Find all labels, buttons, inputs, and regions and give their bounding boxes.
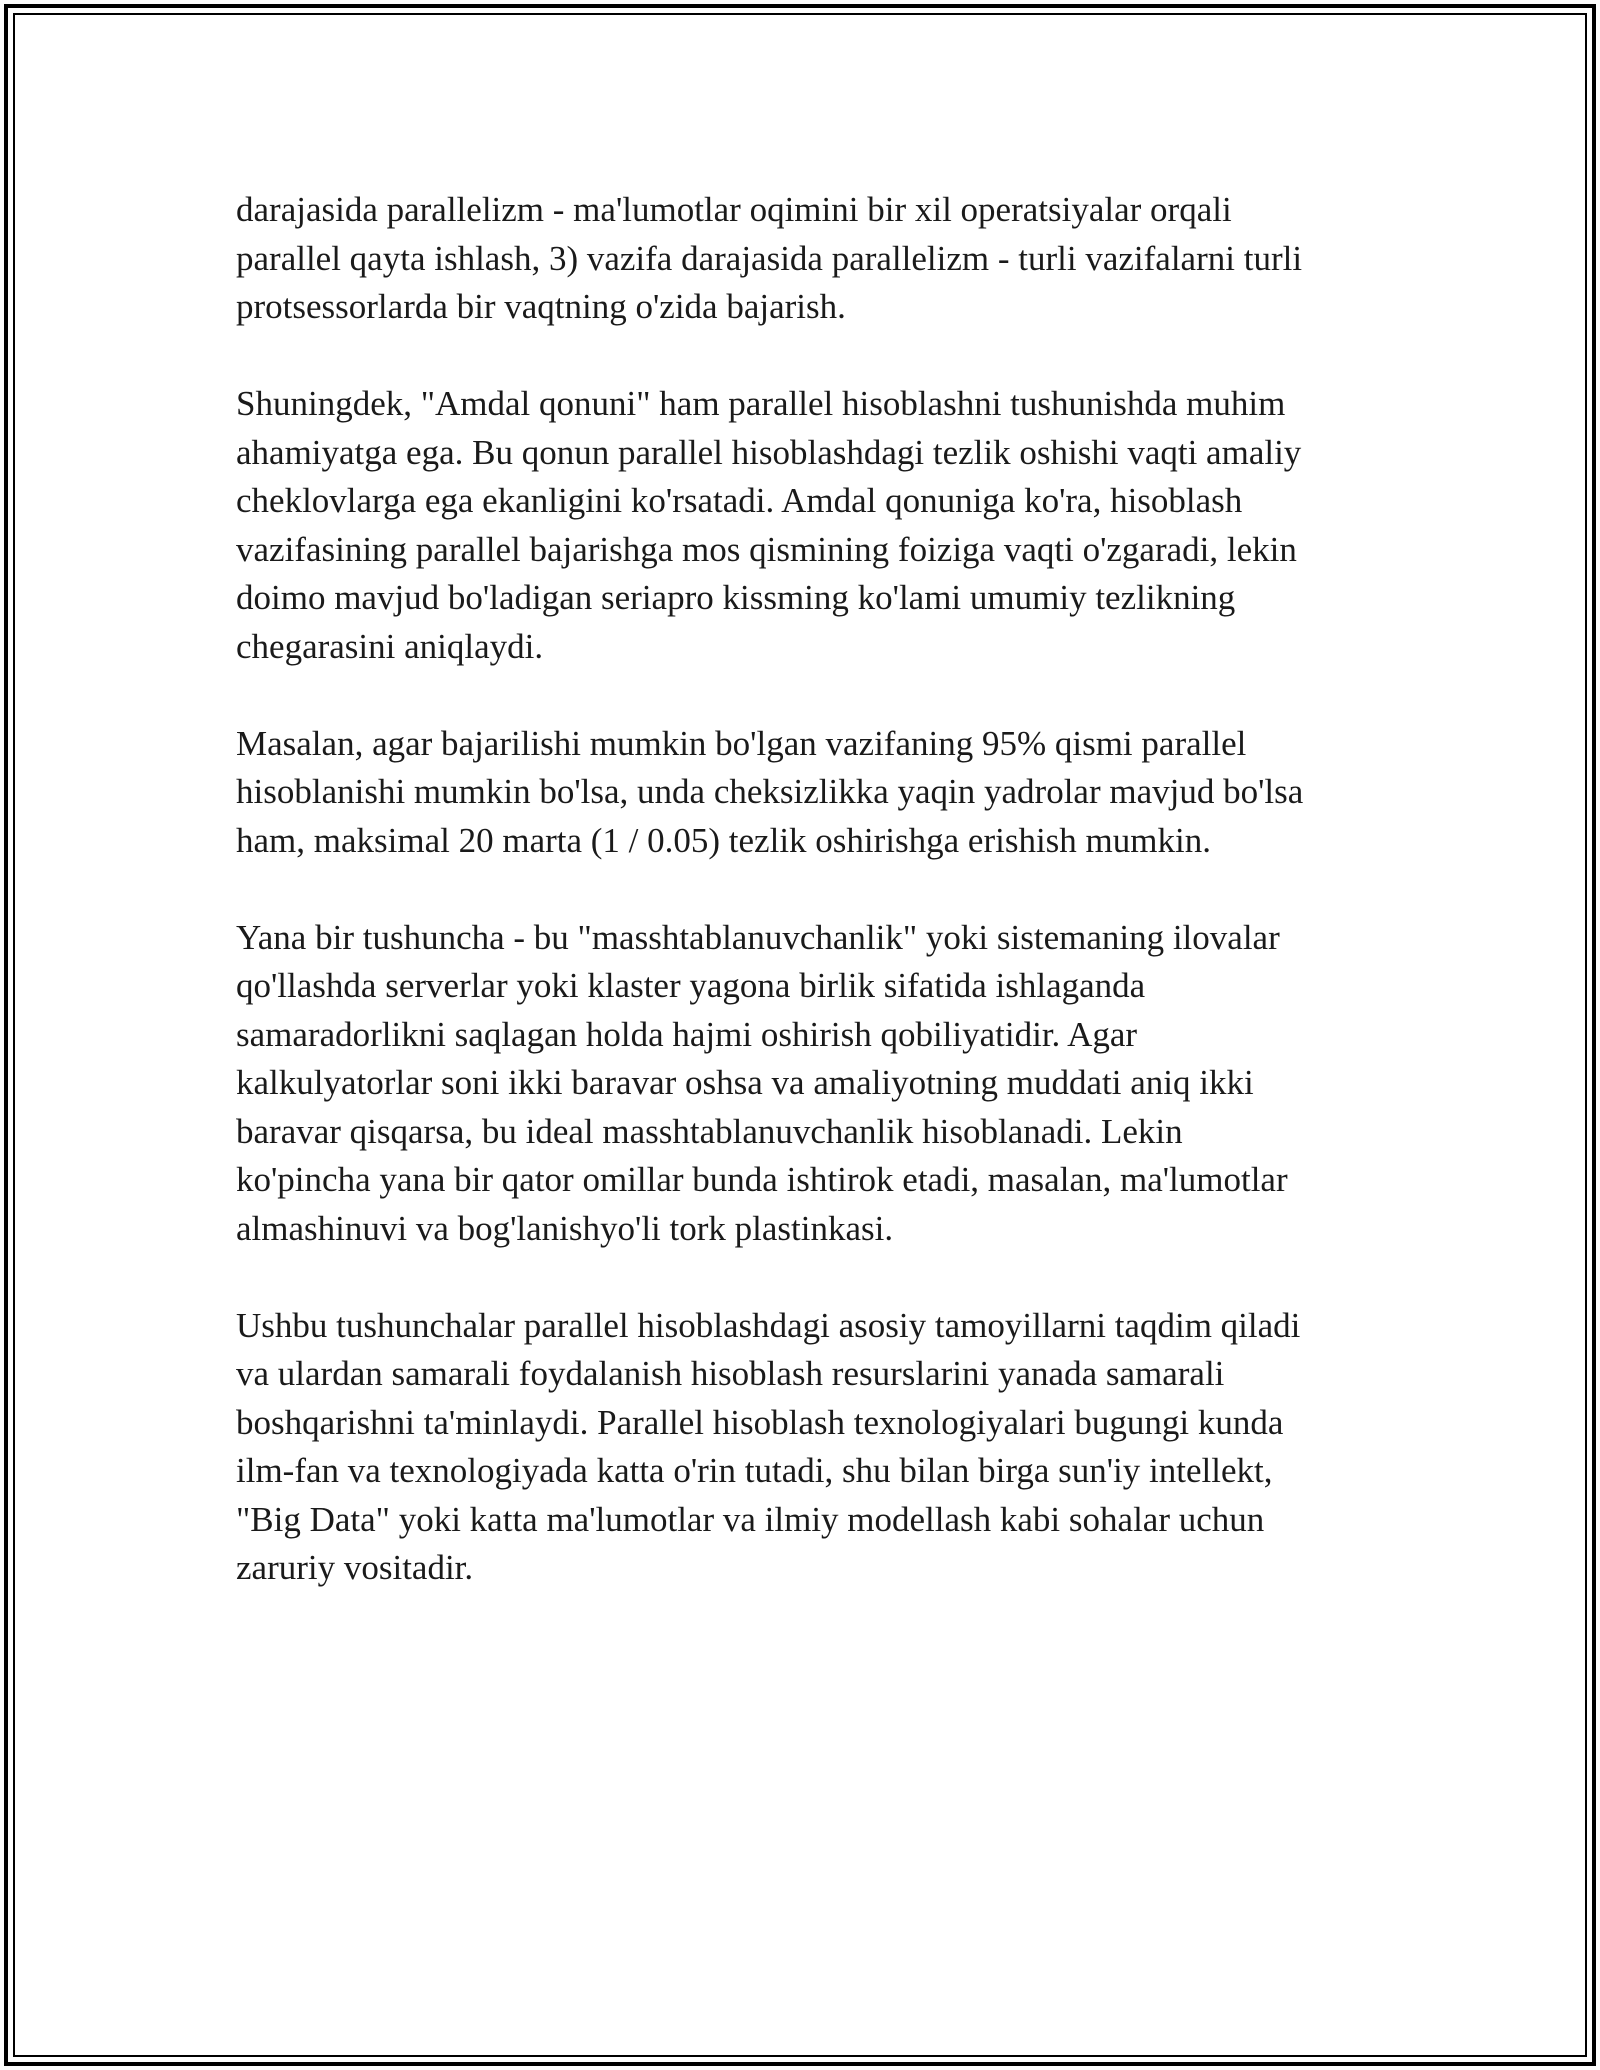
text-line: almashinuvi va bog'lanishyo'li tork plastinkasi. bbox=[236, 1208, 894, 1248]
text-line: darajasida parallelizm - ma'lumotlar oqimini bir xil operatsiyalar orqali bbox=[236, 190, 1232, 229]
text-line: zaruriy vositadir. bbox=[236, 1548, 474, 1587]
text-line: Yana bir tushuncha - bu "masshtablanuvchanlik" yoki sistemaning ilovalar bbox=[236, 917, 1280, 957]
text-line: Ushbu tushunchalar parallel hisoblashdagi asosiy tamoyillarni taqdim qiladi bbox=[236, 1305, 1301, 1345]
text-line: kalkulyatorlar soni ikki baravar oshsa va amaliyotning muddati aniq ikki bbox=[236, 1063, 1254, 1102]
text-line: qo'llashda serverlar yoki klaster yagona birlik sifatida ishlaganda bbox=[236, 966, 1146, 1005]
document-body bbox=[236, 186, 1376, 1593]
paragraph-1 bbox=[236, 186, 1376, 332]
text-line: "Big Data" yoki katta ma'lumotlar va ilmiy modellash kabi sohalar uchun bbox=[236, 1499, 1265, 1539]
text-line: ko'pincha yana bir qator omillar bunda ishtirok etadi, masalan, ma'lumotlar bbox=[236, 1160, 1288, 1199]
paragraph-5 bbox=[236, 1302, 1376, 1593]
text-line: ahamiyatga ega. Bu qonun parallel hisoblashdagi tezlik oshishi vaqti amaliy bbox=[236, 432, 1302, 472]
text-line: cheklovlarga ega ekanligini ko'rsatadi. Amdal qonuniga ko'ra, hisoblash bbox=[236, 481, 1243, 520]
text-line: samaradorlikni saqlagan holda hajmi oshirish qobiliyatidir. Agar bbox=[236, 1014, 1138, 1054]
text-line: va ulardan samarali foydalanish hisoblash resurslarini yanada samarali bbox=[236, 1354, 1225, 1393]
text-line: doimo mavjud bo'ladigan seriapro kissming ko'lami umumiy tezlikning bbox=[236, 578, 1236, 617]
paragraph-4 bbox=[236, 914, 1376, 1254]
paragraph-2 bbox=[236, 380, 1376, 671]
text-line: Shuningdek, "Amdal qonuni" ham parallel hisoblashni tushunishda muhim bbox=[236, 384, 1286, 423]
text-line: boshqarishni ta'minlaydi. Parallel hisoblash texnologiyalari bugungi kunda bbox=[236, 1402, 1284, 1442]
text-line: Masalan, agar bajarilishi mumkin bo'lgan vazifaning 95% qismi parallel bbox=[236, 723, 1247, 763]
text-line: baravar qisqarsa, bu ideal masshtablanuvchanlik hisoblanadi. Lekin bbox=[236, 1111, 1183, 1151]
text-line: chegarasini aniqlaydi. bbox=[236, 626, 544, 666]
text-line: protsessorlarda bir vaqtning o'zida bajarish. bbox=[236, 287, 846, 326]
text-line: ham, maksimal 20 marta (1 / 0.05) tezlik oshirishga erishish mumkin. bbox=[236, 820, 1211, 860]
text-line: parallel qayta ishlash, 3) vazifa darajasida parallelizm - turli vazifalarni turli bbox=[236, 238, 1303, 278]
text-line: hisoblanishi mumkin bo'lsa, unda cheksizlikka yaqin yadrolar mavjud bo'lsa bbox=[236, 772, 1304, 811]
text-line: vazifasining parallel bajarishga mos qismining foiziga vaqti o'zgaradi, lekin bbox=[236, 529, 1297, 569]
text-line: ilm-fan va texnologiyada katta o'rin tutadi, shu bilan birga sun'iy intellekt, bbox=[236, 1451, 1273, 1490]
paragraph-3 bbox=[236, 720, 1376, 866]
